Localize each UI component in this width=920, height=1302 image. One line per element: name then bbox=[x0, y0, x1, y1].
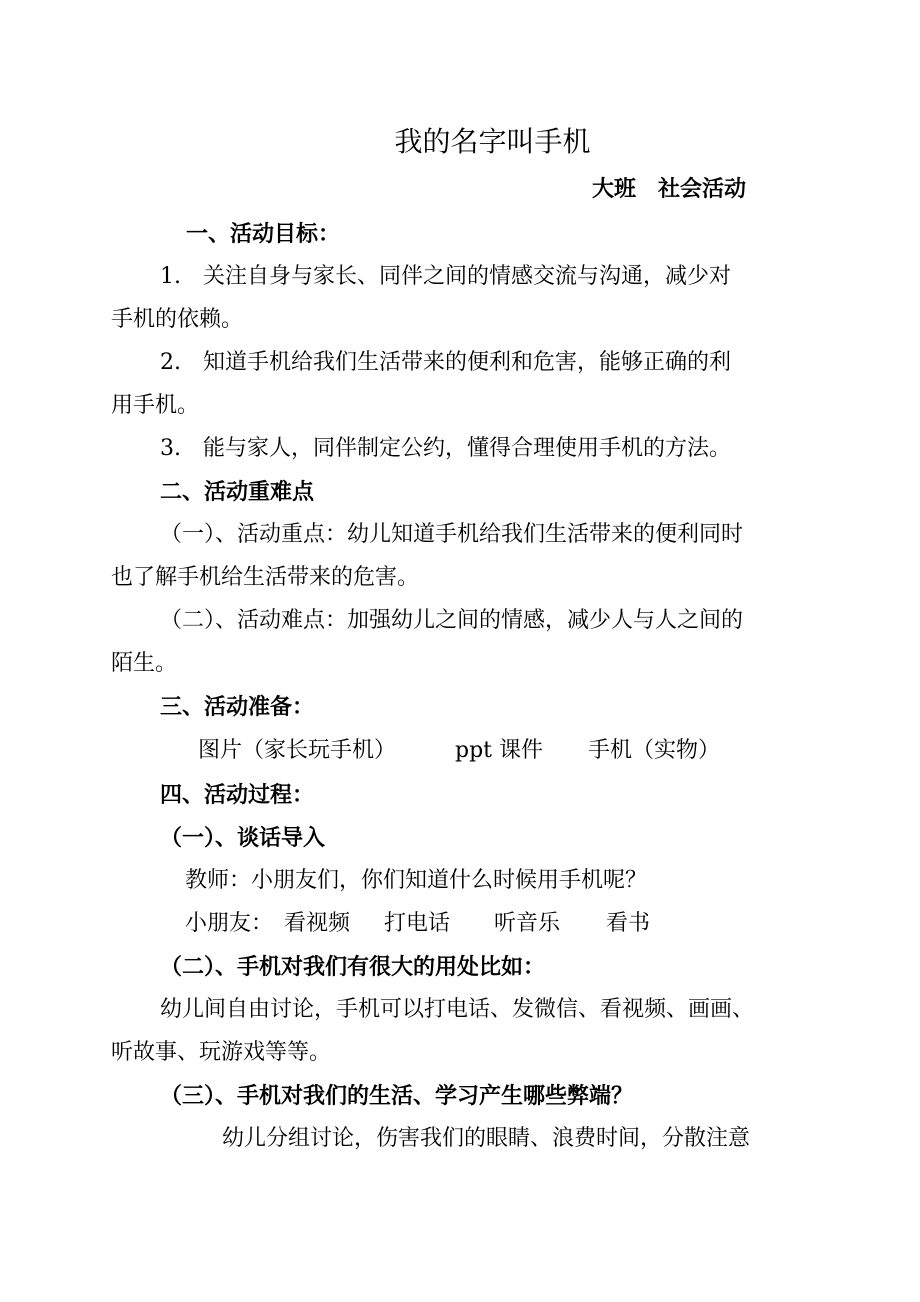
process-step-3-heading: （三）、手机对我们的生活、学习产生哪些弊端？ bbox=[160, 1083, 634, 1109]
key-point-line-1: （一）、活动重点：幼儿知道手机给我们生活带来的便利同时 bbox=[160, 522, 744, 547]
material-ppt: ppt 课件 bbox=[455, 738, 544, 763]
step-2-line-2: 听故事、玩游戏等等。 bbox=[111, 1040, 332, 1065]
step-2-line-1: 幼儿间自由讨论，手机可以打电话、发微信、看视频、画画、 bbox=[160, 997, 755, 1022]
kids-answer-music: 听音乐 bbox=[494, 911, 561, 936]
page-title: 我的名字叫手机 bbox=[394, 125, 591, 158]
section-heading-goals: 一、活动目标： bbox=[186, 221, 341, 247]
difficulty-line-1: （二）、活动难点：加强幼儿之间的情感，减少人与人之间的 bbox=[160, 608, 744, 633]
material-pictures: 图片（家长玩手机） bbox=[198, 738, 397, 763]
kids-answer-video: 看视频 bbox=[284, 911, 351, 936]
subtitle: 大班 社会活动 bbox=[592, 176, 747, 202]
process-step-2-heading: （二）、手机对我们有很大的用处比如： bbox=[160, 954, 546, 980]
section-heading-key-points: 二、活动重难点 bbox=[160, 479, 315, 505]
goal-2-line-1: 2. 知道手机给我们生活带来的便利和危害，能够正确的利 bbox=[160, 350, 731, 375]
goal-2-line-2: 用手机。 bbox=[111, 393, 200, 418]
material-phone: 手机（实物） bbox=[588, 738, 721, 763]
step-3-line-1: 幼儿分组讨论，伤害我们的眼睛、浪费时间，分散注意 bbox=[222, 1126, 751, 1151]
goal-3: 3. 能与家人，同伴制定公约，懂得合理使用手机的方法。 bbox=[160, 436, 731, 461]
kids-answer-call: 打电话 bbox=[384, 911, 451, 936]
goal-1-line-2: 手机的依赖。 bbox=[111, 307, 244, 332]
kids-answer-label: 小朋友： bbox=[185, 911, 274, 936]
teacher-question: 教师：小朋友们，你们知道什么时候用手机呢？ bbox=[185, 868, 648, 893]
kids-answer-book: 看书 bbox=[606, 911, 651, 936]
process-step-1-heading: （一）、谈话导入 bbox=[160, 825, 326, 851]
section-heading-process: 四、活动过程： bbox=[160, 782, 315, 808]
section-heading-preparation: 三、活动准备： bbox=[160, 694, 315, 720]
key-point-line-2: 也了解手机给生活带来的危害。 bbox=[111, 565, 420, 590]
goal-1-line-1: 1. 关注自身与家长、同伴之间的情感交流与沟通，减少对 bbox=[160, 264, 731, 289]
difficulty-line-2: 陌生。 bbox=[111, 651, 178, 676]
